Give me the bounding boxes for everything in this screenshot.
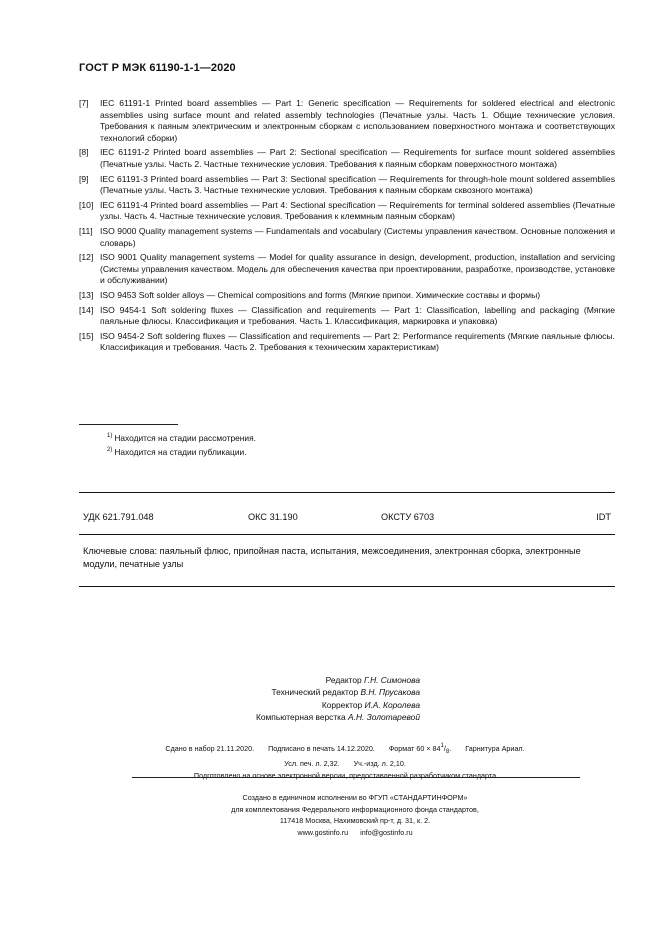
staff-name: В.Н. Прусакова [360, 687, 420, 698]
reference-number: [13] [79, 289, 94, 300]
codes-bottom-rule [79, 534, 615, 535]
udk-code: УДК 621.791.048 [83, 512, 154, 522]
staff-line [200, 699, 420, 711]
staff-name: Г.Н. Симонова [364, 675, 420, 685]
footnotes [107, 430, 256, 458]
reference-number: [15] [79, 330, 94, 341]
print-line-1 [100, 740, 590, 758]
staff-line [200, 686, 420, 698]
reference-item [79, 98, 615, 144]
keywords-bottom-rule [79, 586, 615, 587]
reference-number: [7] [79, 98, 89, 108]
staff-role: Компьютерная верстка [256, 711, 346, 722]
publisher-divider [132, 777, 580, 778]
reference-text: ISO 9454-1 Soft soldering fluxes — Classification and requirements — Part 1: Classification, labelling and packaging (Мягкие паяльные флюсы. Классификация и требования. Часть 1. Классификация, маркировка и упаковка) [100, 304, 615, 327]
reference-item [79, 305, 615, 328]
footnote-item [107, 430, 256, 444]
publisher-address: 117418 Москва, Нахимовский пр-т, д. 31, к. 2. [279, 816, 431, 826]
idt-code: IDT [596, 512, 611, 522]
reference-text: ISO 9453 Soft solder alloys — Chemical compositions and forms (Мягкие припои. Химические составы и формы) [100, 289, 541, 300]
publishing-sheets: Уч.-изд. л. 2,10. [353, 759, 406, 769]
signed-date: Подписано в печать 14.12.2020. [268, 744, 375, 753]
reference-item [79, 226, 615, 249]
reference-item [79, 200, 615, 223]
reference-number: [10] [79, 199, 94, 210]
reference-item [79, 174, 615, 197]
reference-text: ISO 9000 Quality management systems — Fundamentals and vocabulary (Системы управления качеством. Основные положения и словарь) [100, 225, 615, 248]
codes-top-rule [79, 492, 615, 493]
print-line-2 [100, 758, 590, 770]
staff-name: И.А. Королева [364, 699, 420, 710]
okstu-code: ОКСТУ 6703 [381, 512, 435, 522]
page-header: ГОСТ Р МЭК 61190-1-1—2020 [79, 62, 236, 74]
reference-number: [8] [79, 147, 89, 158]
keywords: Ключевые слова: паяльный флюс, припойная паста, испытания, межсоединения, электронная сборка, электронные модули, печатные узлы [83, 546, 581, 569]
publisher-line: Создано в единичном исполнении во ФГУП «СТАНДАРТИНФОРМ» [242, 793, 468, 802]
oks-code: ОКС 31.190 [248, 512, 298, 522]
typeset-date: Сдано в набор 21.11.2020. [165, 744, 255, 753]
publisher-info [120, 792, 590, 838]
reference-text: IEC 61191-3 Printed board assemblies — Part 3: Sectional specification — Requirements for through-hole mount soldered assemblies (Печатные узлы. Часть 3. Частные технические условия. Требования к паяным сборкам сквозного монтажа) [100, 173, 615, 196]
reference-number: [9] [79, 173, 89, 184]
bibliography-list [79, 98, 615, 357]
footnote-divider [79, 424, 178, 425]
typeface: Гарнитура Ариал. [465, 744, 525, 753]
reference-text: ISO 9001 Quality management systems — Model for quality assurance in design, development, production, installation and servicing (Системы управления качеством. Модель для обеспечения качества при проектировании, разработке, производстве, установке и обслуживании) [100, 252, 615, 286]
reference-text: IEC 61191-2 Printed board assemblies — Part 2: Sectional specification — Requirements for surface mount soldered assemblies (Печатные узлы. Часть 2. Частные технические условия. Требования к паяным сборкам поверхностного монтажа) [100, 147, 615, 169]
staff-role: Корректор [321, 699, 363, 710]
prepared-note: Подготовлено на основе электронной версии, предоставленной разработчиком стандарта [193, 771, 497, 781]
footnote-text: Находится на стадии рассмотрения. [114, 433, 256, 443]
paper-format: Формат $60 \times 84^1/_8$. [388, 743, 452, 755]
staff-role: Редактор [325, 675, 362, 685]
reference-item [79, 252, 615, 287]
reference-text: ISO 9454-2 Soft soldering fluxes — Classification and requirements — Part 2: Performance requirements (Мягкие паяльные флюсы. Классификация и требования. Часть 2. Требования к техническим характеристикам) [100, 330, 615, 353]
reference-item [79, 290, 615, 302]
format-denominator: 8 [445, 749, 450, 755]
publisher-contacts [120, 827, 590, 839]
publisher-line: для комплектования Федерального информационного фонда стандартов, [231, 804, 479, 814]
format-numerator: 1 [440, 743, 444, 749]
staff-line [200, 711, 420, 723]
footnote-item [107, 444, 256, 458]
footnote-mark: 1) [107, 433, 113, 439]
reference-item [79, 331, 615, 354]
staff-line [200, 674, 420, 686]
footnote-text: Находится на стадии публикации. [114, 447, 247, 457]
reference-number: [11] [79, 225, 93, 236]
reference-text: IEC 61191-1 Printed board assemblies — Part 1: Generic specification — Requirements for soldered electrical and electronic assemblies using surface mount and related assembly technologies (Печатные узлы. Часть 1. Общие технические условия. Требования к паяным электрическим и электронным сборкам с использованием поверхностного монтажа и соответствующих технологий сборки) [100, 98, 615, 143]
reference-text: IEC 61191-4 Printed board assemblies — Part 4: Sectional specification — Requirements for terminal soldered assemblies (Печатные узлы. Часть 4. Частные технические условия. Требования к клеммным паяным сборкам) [100, 199, 615, 222]
reference-number: [12] [79, 252, 94, 263]
printed-sheets: Усл. печ. л. 2,32. [284, 759, 340, 769]
classification-codes [83, 512, 611, 526]
footnote-mark: 2) [107, 447, 113, 453]
reference-item [79, 147, 615, 170]
email-link[interactable]: info@gostinfo.ru [360, 827, 413, 837]
staff-role: Технический редактор [271, 687, 359, 698]
reference-number: [14] [79, 304, 94, 315]
website-link[interactable]: www.gostinfo.ru [297, 827, 349, 837]
staff-name: А.Н. Золотаревой [348, 711, 420, 722]
editorial-staff [200, 674, 420, 723]
